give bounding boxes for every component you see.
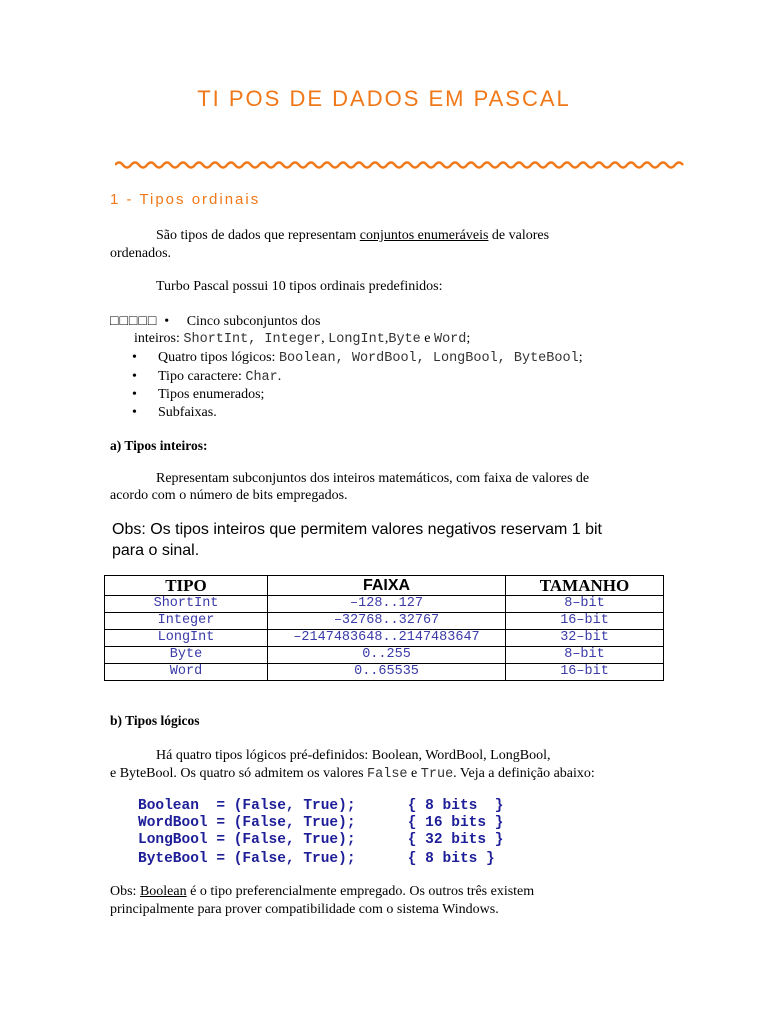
separator: , <box>384 331 389 346</box>
table-row <box>105 596 664 613</box>
table-row <box>105 664 664 681</box>
list-item-logical <box>132 349 583 368</box>
type-integer: Integer <box>264 332 322 347</box>
type-word: Word <box>433 332 467 347</box>
table-cell: –32768..32767 <box>268 613 506 630</box>
intro-text: São tipos de dados que representam <box>156 228 360 243</box>
integer-obs-note <box>112 519 672 561</box>
code-line-wordbool: WordBool = (False, True); { 16 bits } <box>138 815 504 831</box>
obs-prefix: Obs: <box>110 884 140 899</box>
integer-types-paragraph: Representam subconjuntos dos inteiros matemáticos, com faixa de valores de <box>156 471 590 486</box>
list-item-integers-line2 <box>134 330 470 349</box>
code-line-longbool: LongBool = (False, True); { 32 bits } <box>138 832 504 848</box>
paragraph-text: e ByteBool. Os quatro só admitem os valores <box>110 766 368 781</box>
table-cell: –2147483648..2147483647 <box>268 630 506 647</box>
decorative-wave-divider <box>115 159 685 171</box>
list-item-text: Cinco subconjuntos dos <box>186 314 321 329</box>
obs-line: Obs: Os tipos inteiros que permitem valores negativos reservam 1 bit <box>112 521 602 538</box>
section-heading-ordinal-types: 1 - Tipos ordinais <box>110 191 261 208</box>
type-byte: Byte <box>388 332 421 347</box>
table-cell: 16–bit <box>506 664 664 681</box>
logical-types-paragraph-line2 <box>110 765 670 784</box>
table-cell: 0..65535 <box>268 664 506 681</box>
list-item-text: Quatro tipos lógicos: <box>158 350 279 365</box>
page-title: TI POS DE DADOS EM PASCAL <box>197 86 571 111</box>
list-item-char <box>132 368 281 387</box>
type-shortint: ShortInt <box>183 332 249 347</box>
table-cell: 32–bit <box>506 630 664 647</box>
logical-types: Boolean, WordBool, LongBool, ByteBool <box>278 351 579 366</box>
value-true: True <box>420 767 454 782</box>
bullet-icon: • <box>132 405 137 420</box>
integer-types-table <box>104 575 664 681</box>
bullet-icon: • <box>160 314 187 329</box>
intro-underlined-text: conjuntos enumeráveis <box>359 228 489 243</box>
logical-types-paragraph: Há quatro tipos lógicos pré-definidos: Boolean, WordBool, LongBool, <box>156 748 551 763</box>
boolean-obs-note <box>110 883 670 901</box>
column-header-tamanho: TAMANHO <box>506 576 664 596</box>
turbo-pascal-paragraph: Turbo Pascal possui 10 tipos ordinais predefinidos: <box>156 279 443 294</box>
type-char: Char <box>245 370 278 385</box>
obs-line: para o sinal. <box>112 542 200 559</box>
bullet-icon: • <box>132 369 137 384</box>
intro-text-end: de valores <box>488 228 550 243</box>
obs-underlined-boolean: Boolean <box>139 884 187 899</box>
list-item-text: Tipo caractere: <box>158 369 246 384</box>
list-item-integers <box>110 313 320 331</box>
table-cell: Integer <box>105 613 268 630</box>
table-row <box>105 613 664 630</box>
column-header-tipo: TIPO <box>105 576 268 596</box>
conjunction: e <box>407 766 421 781</box>
separator: , <box>321 331 329 346</box>
column-header-faixa: FAIXA <box>268 576 506 596</box>
table-header-row <box>105 576 664 596</box>
table-cell: –128..127 <box>268 596 506 613</box>
list-item-text: inteiros: <box>134 331 184 346</box>
subheading-integer-types: a) Tipos inteiros: <box>110 438 208 453</box>
table-cell: 8–bit <box>506 596 664 613</box>
punctuation: ; <box>578 350 583 365</box>
integer-types-paragraph-line2: acordo com o número de bits empregados. <box>110 488 348 503</box>
missing-glyph-boxes: □□□□□ <box>110 314 158 329</box>
table-cell: 0..255 <box>268 647 506 664</box>
table-cell: 16–bit <box>506 613 664 630</box>
punctuation: ; <box>466 331 471 346</box>
type-longint: LongInt <box>328 332 385 347</box>
bullet-icon: • <box>132 387 137 402</box>
paragraph-text: . Veja a definição abaixo: <box>453 766 595 781</box>
code-line-boolean: Boolean = (False, True); { 8 bits } <box>138 798 504 814</box>
table-cell: 8–bit <box>506 647 664 664</box>
obs-text: é o tipo preferencialmente empregado. Os outros três existem <box>186 884 535 899</box>
table-row <box>105 647 664 664</box>
table-cell: Byte <box>105 647 268 664</box>
table-cell: ShortInt <box>105 596 268 613</box>
list-item-enumerated <box>132 386 264 404</box>
list-item-text: Tipos enumerados; <box>158 387 265 402</box>
punctuation: . <box>277 369 282 384</box>
bullet-icon: • <box>132 350 137 365</box>
table-row <box>105 630 664 647</box>
boolean-obs-note-line2: principalmente para prover compatibilidade com o sistema Windows. <box>110 902 499 917</box>
table-cell: LongInt <box>105 630 268 647</box>
intro-paragraph-line2: ordenados. <box>110 246 172 261</box>
table-cell: Word <box>105 664 268 681</box>
intro-paragraph <box>110 227 670 245</box>
subheading-logical-types: b) Tipos lógicos <box>110 713 200 728</box>
separator: , <box>248 332 265 347</box>
value-false: False <box>367 767 408 782</box>
list-item-text: Subfaixas. <box>158 405 217 420</box>
list-item-subranges <box>132 404 217 422</box>
code-line-bytebool: ByteBool = (False, True); { 8 bits } <box>138 851 495 867</box>
conjunction: e <box>420 331 434 346</box>
